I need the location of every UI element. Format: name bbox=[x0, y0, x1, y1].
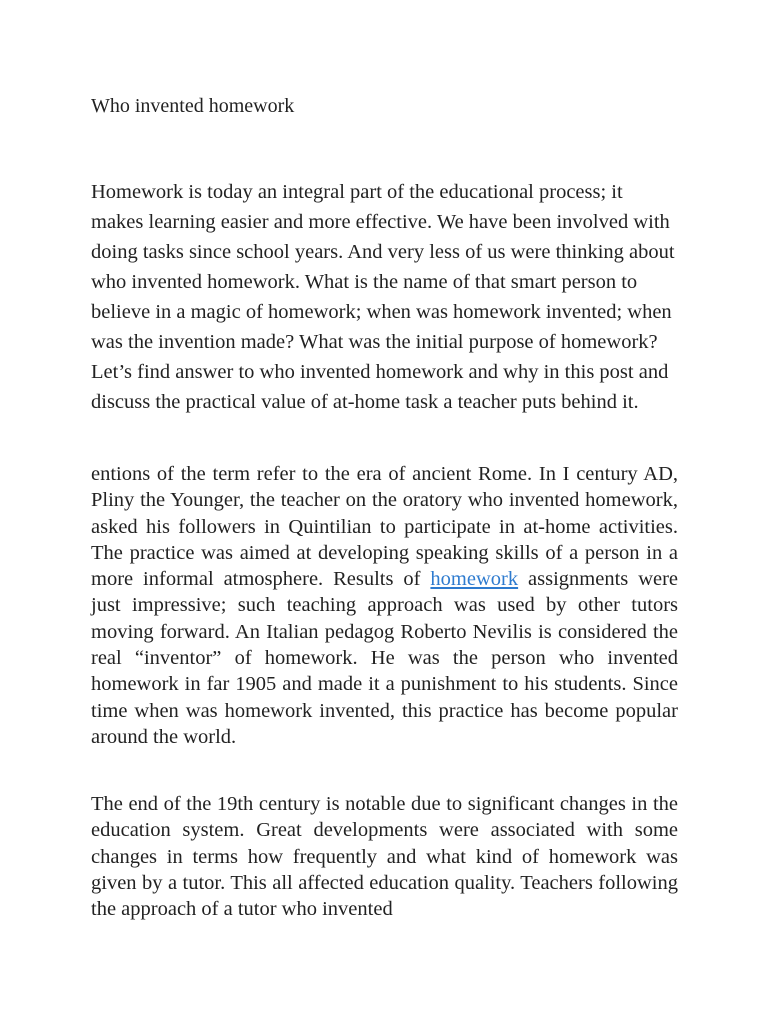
history-paragraph bbox=[91, 461, 678, 750]
document-title: Who invented homework bbox=[91, 95, 295, 117]
history-text-after-link: assignments were just impressive; such teaching approach was used by other tutors moving forward. An Italian pedagog Roberto Nevilis is considered the real “inventor” of homework. He was the person who invented homework in far 1905 and made it a punishment to his students. Since time when was homework invented, this practice has become popular around the world. bbox=[91, 568, 679, 748]
history-text-before-link: entions of the term refer to the era of ancient Rome. In I century AD, Pliny the Younger, the teacher on the oratory who invented homework, asked his followers in Quintilian to participate in at-home activities. The practice was aimed at developing speaking skills of a person in a more informal atmosphere. Results of bbox=[91, 463, 678, 591]
homework-link[interactable]: homework bbox=[430, 568, 519, 591]
nineteenth-century-paragraph: The end of the 19th century is notable due to significant changes in the education system. Great developments were associated with some changes in terms how frequently and what kind of homework was given by a tutor. This all affected education quality. Teachers following the approach of a tutor who invented bbox=[91, 793, 678, 921]
intro-paragraph: Homework is today an integral part of the educational process; it makes learning easier and more effective. We have been involved with doing tasks since school years. And very less of us were thinking about who invented homework. What is the name of that smart person to believe in a magic of homework; when was homework invented; when was the invention made? What was the initial purpose of homework? Let’s find answer to who invented homework and why in this post and discuss the practical value of at-home task a teacher puts behind it. bbox=[91, 181, 675, 413]
